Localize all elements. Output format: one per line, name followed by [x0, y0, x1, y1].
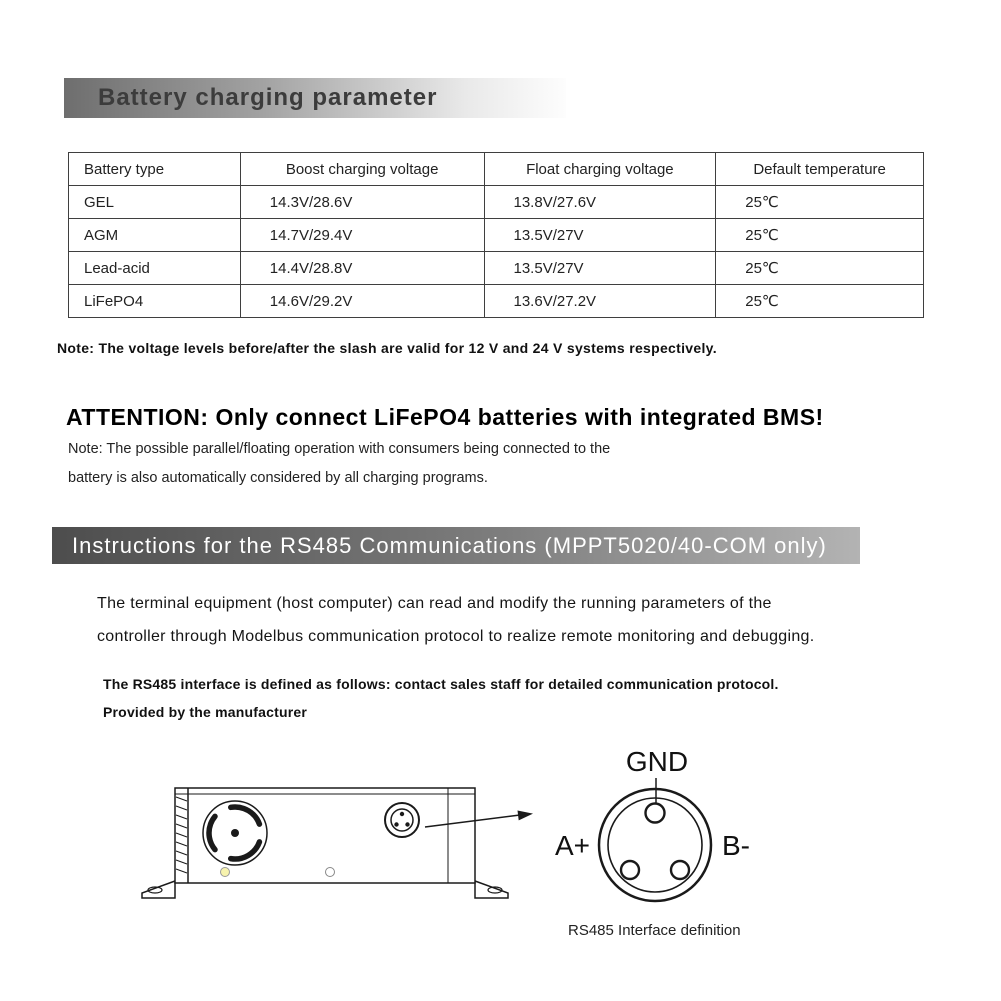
cell-boost-voltage: 14.4V/28.8V	[240, 252, 484, 285]
indicator-led-white	[326, 868, 335, 877]
rs485-interface-diagram	[130, 733, 830, 918]
cell-battery-type: GEL	[69, 186, 241, 219]
table-row-gel	[69, 186, 924, 219]
col-header-boost-voltage: Boost charging voltage	[240, 153, 484, 186]
cell-boost-voltage: 14.7V/29.4V	[240, 219, 484, 252]
col-header-float-voltage: Float charging voltage	[484, 153, 716, 186]
device-foot-right	[475, 881, 508, 898]
voltage-note: Note: The voltage levels before/after the slash are valid for 12 V and 24 V systems respectively.	[57, 340, 717, 356]
label-b-minus: B-	[722, 830, 750, 861]
section-header-battery-charging	[64, 78, 566, 118]
attention-heading: ATTENTION: Only connect LiFePO4 batteries with integrated BMS!	[66, 404, 824, 430]
col-header-default-temperature: Default temperature	[716, 153, 924, 186]
connector-inner-ring	[608, 798, 702, 892]
cell-default-temperature: 25℃	[716, 285, 924, 318]
bms-note-line2: battery is also automatically considered by all charging programs.	[68, 470, 488, 486]
table-header-row	[69, 153, 924, 186]
cell-float-voltage: 13.8V/27.6V	[484, 186, 716, 219]
col-header-battery-type: Battery type	[69, 153, 241, 186]
rs485-paragraph-line1: The terminal equipment (host computer) can read and modify the running parameters of the	[97, 595, 772, 612]
label-a-plus: A+	[554, 830, 590, 861]
rs485-paragraph-line2: controller through Modelbus communication protocol to realize remote monitoring and debugging.	[97, 628, 815, 645]
pin-gnd-icon	[646, 804, 665, 823]
cell-battery-type: AGM	[69, 219, 241, 252]
table-row-agm	[69, 219, 924, 252]
cell-float-voltage: 13.5V/27V	[484, 219, 716, 252]
battery-section-title: Battery charging parameter	[98, 84, 438, 111]
table-row-lead-acid	[69, 252, 924, 285]
device-body	[175, 788, 475, 883]
cell-battery-type: LiFePO4	[69, 285, 241, 318]
label-gnd: GND	[625, 746, 689, 777]
rs485-section-title: Instructions for the RS485 Communications (MPPT5020/40-COM only)	[72, 532, 827, 558]
connector-outer-ring	[599, 789, 711, 901]
cell-default-temperature: 25℃	[716, 219, 924, 252]
diagram-caption: RS485 Interface definition	[568, 922, 741, 939]
cell-float-voltage: 13.6V/27.2V	[484, 285, 716, 318]
cell-boost-voltage: 14.6V/29.2V	[240, 285, 484, 318]
table-row-lifepo4	[69, 285, 924, 318]
indicator-led-yellow	[221, 868, 230, 877]
bms-note-line1: Note: The possible parallel/floating operation with consumers being connected to the	[68, 441, 611, 457]
pin-b-minus-icon	[671, 861, 689, 879]
cell-default-temperature: 25℃	[716, 186, 924, 219]
section-header-rs485-instructions	[52, 527, 860, 564]
cell-default-temperature: 25℃	[716, 252, 924, 285]
rs485-bold-note-line2: Provided by the manufacturer	[103, 704, 307, 720]
device-illustration	[142, 788, 508, 898]
rs485-bold-note-line1: The RS485 interface is defined as follows: contact sales staff for detailed communication protocol.	[103, 676, 779, 692]
connector-pinout-diagram	[599, 778, 711, 901]
cell-boost-voltage: 14.3V/28.6V	[240, 186, 484, 219]
cell-battery-type: Lead-acid	[69, 252, 241, 285]
pin-a-plus-icon	[621, 861, 639, 879]
cell-float-voltage: 13.5V/27V	[484, 252, 716, 285]
battery-charging-table	[68, 152, 924, 318]
device-foot-left	[142, 881, 175, 898]
